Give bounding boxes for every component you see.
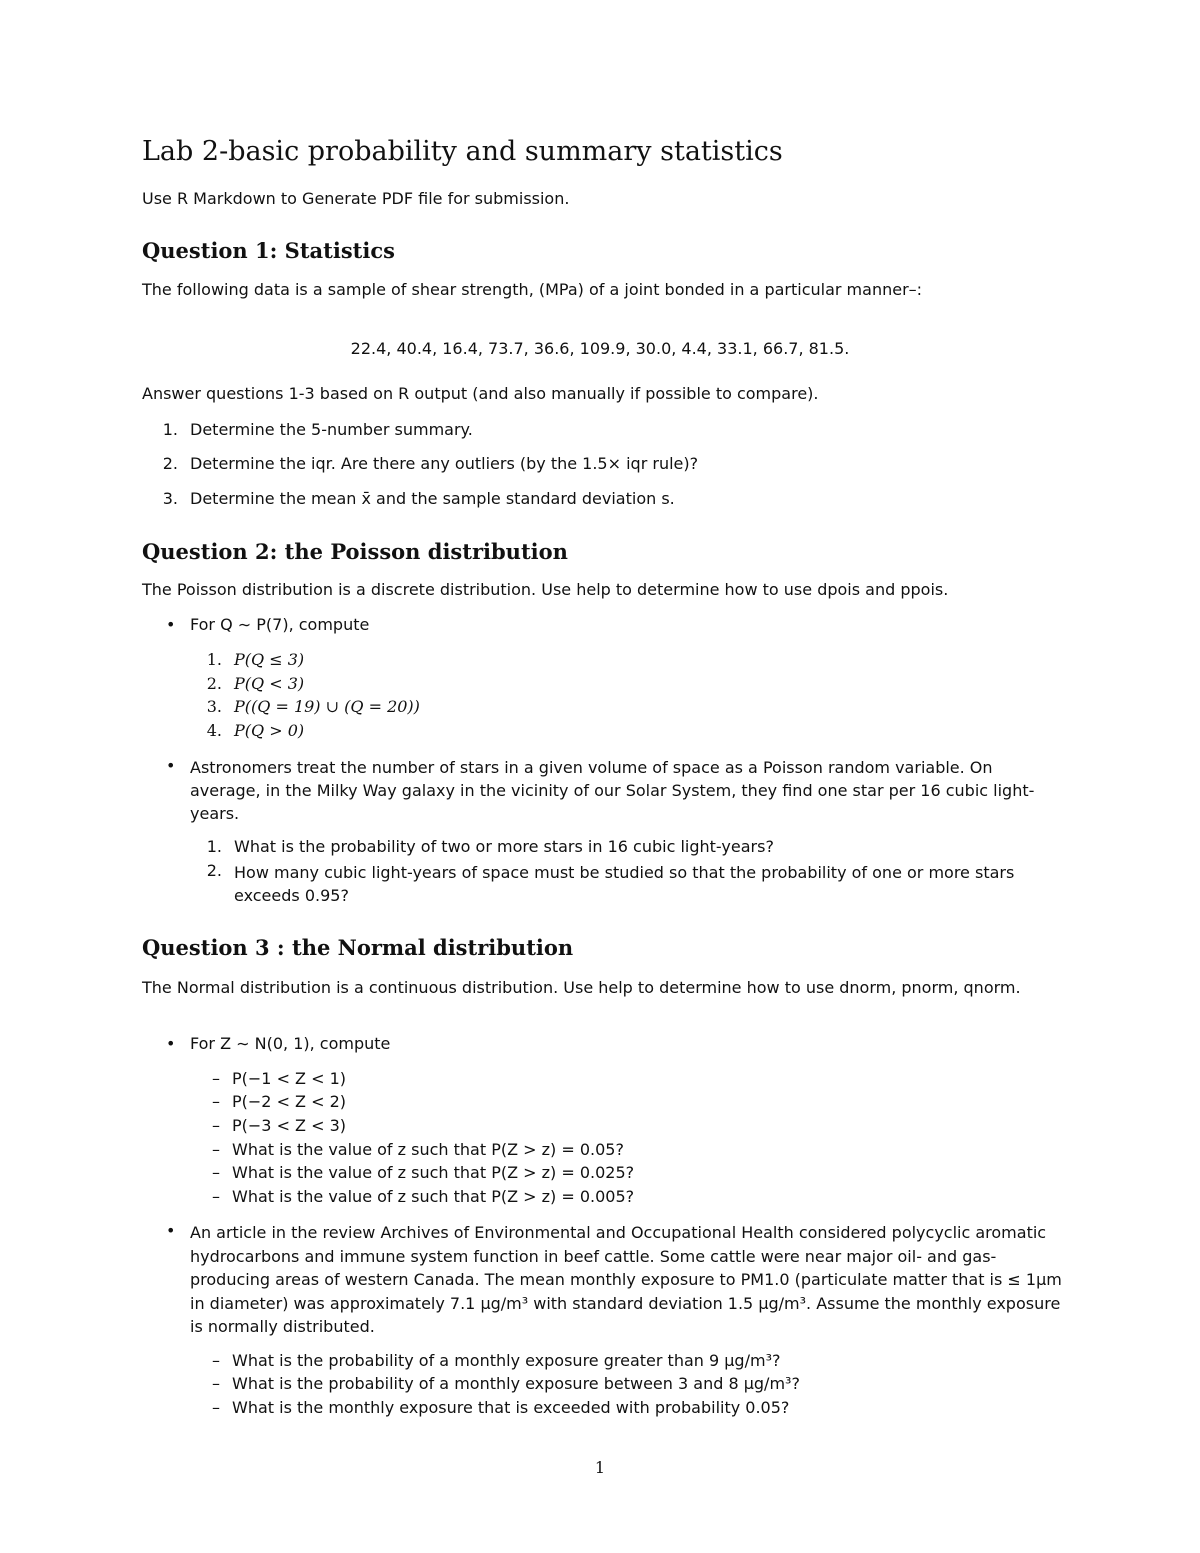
q3-heading: Question 3 : the Normal distribution: [142, 935, 574, 960]
list-item: [152, 420, 473, 439]
list-text: P((Q = 19) ∪ (Q = 20)): [234, 697, 420, 716]
page-title: Lab 2-basic probability and summary statistics: [142, 136, 783, 167]
bullet-item: [166, 1034, 390, 1053]
list-number: 2.: [162, 454, 178, 473]
list-text: What is the value of z such that P(Z > z) = 0.025?: [232, 1163, 635, 1182]
bullet-icon: •: [166, 756, 176, 775]
q1-intro: The following data is a sample of shear strength, (MPa) of a joint bonded in a particular manner–:: [142, 280, 923, 299]
list-text: What is the value of z such that P(Z > z) = 0.05?: [232, 1140, 624, 1159]
list-number: 3.: [162, 489, 178, 508]
bullet-text: An article in the review Archives of Environmental and Occupational Health considered polycyclic aromatic hydrocarbons and immune system function in beef cattle. Some cattle were near major oil- and gas-producing areas of western Canada. The mean monthly exposure to PM1.0 (particulate matter that is ≤ 1μm in diameter) was approximately 7.1 μg/m³ with standard deviation 1.5 μg/m³. Assume the monthly exposure is normally distributed.: [190, 1223, 1062, 1336]
q1-heading: Question 1: Statistics: [142, 238, 395, 263]
list-text: How many cubic light-years of space must be studied so that the probability of one or more stars exceeds 0.95?: [234, 863, 1015, 905]
bullet-icon: •: [166, 1221, 176, 1240]
list-item: – What is the value of z such that P(Z > z) = 0.05?: [212, 1140, 624, 1159]
list-text: P(−3 < Z < 3): [232, 1116, 347, 1135]
list-text: What is the probability of a monthly exposure between 3 and 8 μg/m³?: [232, 1374, 800, 1393]
list-number: 1.: [206, 837, 222, 856]
list-number: 2.: [206, 674, 222, 693]
list-text: P(Q > 0): [234, 721, 305, 740]
list-item: – P(−1 < Z < 1): [212, 1069, 347, 1088]
bullet-text: For Q ∼ P(7), compute: [190, 615, 370, 634]
list-text: What is the value of z such that P(Z > z) = 0.005?: [232, 1187, 635, 1206]
list-number: 4.: [206, 721, 222, 740]
list-item: – P(−3 < Z < 3): [212, 1116, 347, 1135]
q1-data-line: 22.4, 40.4, 16.4, 73.7, 36.6, 109.9, 30.0, 4.4, 33.1, 66.7, 81.5.: [350, 339, 850, 358]
list-text: P(−1 < Z < 1): [232, 1069, 347, 1088]
list-text: What is the probability of two or more stars in 16 cubic light-years?: [234, 837, 774, 856]
list-item: – What is the probability of a monthly exposure between 3 and 8 μg/m³?: [212, 1374, 800, 1393]
list-number: 1.: [162, 420, 178, 439]
list-item: [152, 489, 675, 508]
list-item: – What is the value of z such that P(Z > z) = 0.005?: [212, 1187, 635, 1206]
bullet-item: [166, 615, 369, 634]
subtitle: Use R Markdown to Generate PDF file for submission.: [142, 189, 570, 208]
list-item: [152, 454, 698, 473]
list-item: – P(−2 < Z < 2): [212, 1092, 347, 1111]
page-number: 1: [594, 1458, 606, 1477]
list-text: What is the monthly exposure that is exceeded with probability 0.05?: [232, 1398, 790, 1417]
list-text: What is the probability of a monthly exposure greater than 9 μg/m³?: [232, 1351, 781, 1370]
list-text: P(Q < 3): [234, 674, 305, 693]
bullet-icon: •: [166, 1034, 176, 1053]
list-number: 3.: [206, 697, 222, 716]
list-item: [196, 721, 304, 740]
list-item: – What is the monthly exposure that is exceeded with probability 0.05?: [212, 1398, 790, 1417]
list-text: P(Q ≤ 3): [234, 650, 305, 669]
list-number: 1.: [206, 650, 222, 669]
list-text: Determine the 5-number summary.: [190, 420, 473, 439]
bullet-icon: •: [166, 615, 176, 634]
list-text: Determine the mean x̄ and the sample standard deviation s.: [190, 489, 675, 508]
list-item: [196, 697, 420, 716]
q3-intro: The Normal distribution is a continuous distribution. Use help to determine how to use dnorm, pnorm, qnorm.: [142, 978, 1021, 997]
list-text: Determine the iqr. Are there any outliers (by the 1.5× iqr rule)?: [190, 454, 699, 473]
q1-instruction: Answer questions 1-3 based on R output (and also manually if possible to compare).: [142, 384, 819, 403]
q2-intro: The Poisson distribution is a discrete distribution. Use help to determine how to use dpois and ppois.: [142, 580, 949, 599]
list-item: [196, 837, 774, 856]
list-item: [196, 650, 304, 669]
q2-heading: Question 2: the Poisson distribution: [142, 539, 568, 564]
bullet-text: For Z ∼ N(0, 1), compute: [190, 1034, 391, 1053]
list-item: [196, 674, 304, 693]
bullet-text: Astronomers treat the number of stars in a given volume of space as a Poisson random variable. On average, in the Milky Way galaxy in the vicinity of our Solar System, they find one star per 16 cubic light-years.: [190, 758, 1035, 823]
list-item: – What is the probability of a monthly exposure greater than 9 μg/m³?: [212, 1351, 781, 1370]
list-number: 2.: [206, 861, 222, 880]
list-item: [196, 861, 234, 880]
list-item: – What is the value of z such that P(Z > z) = 0.025?: [212, 1163, 635, 1182]
list-text: P(−2 < Z < 2): [232, 1092, 347, 1111]
